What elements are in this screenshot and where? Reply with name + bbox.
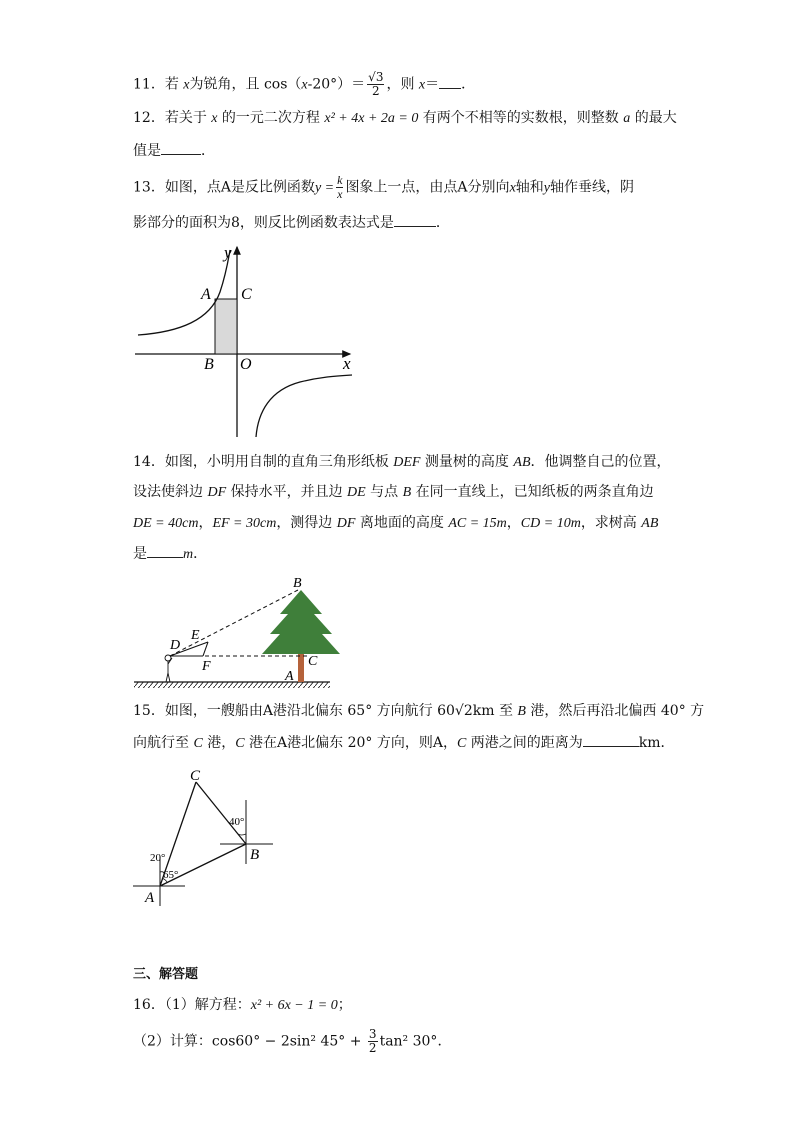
question-16-part2 [133,1028,451,1055]
q14-unit: m [183,547,194,562]
question-13-line1 [133,174,634,201]
question-13-line2 [133,212,450,233]
q11-number: 11． [133,76,165,93]
label-A: A [285,669,294,684]
label-C: C [241,286,252,303]
question-16-part1 [133,995,352,1016]
q16-fraction-num: 3 [368,1027,377,1041]
question-14-line3 [133,513,658,534]
q12-var-a: a [623,111,631,126]
q12-text: 有两个不相等的实数根，则整数 [418,110,624,126]
label-E: E [191,628,200,643]
q11-var-x: x [418,77,426,93]
label-A: A [145,890,155,906]
q12-equation: x² + 4x + 2a = 0 [324,111,419,126]
q16-text: 16．（1）解方程： [133,997,251,1013]
label-O: O [240,356,252,373]
label-B: B [204,356,214,373]
q12-text: 的一元二次方程 [217,110,325,126]
label-x: x [343,354,351,373]
label-A: A [201,286,211,303]
q14-var: AB [641,516,659,531]
q14-var: DF [207,485,227,500]
hyperbola-branch-right [256,375,352,437]
q16-expression: cos60° − 2sin² 45° + [211,1033,366,1050]
q15-var: C [235,736,245,751]
q16-text: ． [437,1033,452,1050]
q14-text: ． [193,546,208,562]
q14-var: DE [347,485,366,500]
label-B: B [293,576,302,591]
q11-fraction [367,71,384,98]
angle-arc-40 [238,834,246,835]
q12-text: 值是 [133,143,161,159]
label-y: y [224,243,232,262]
q15-text: 港，然后再沿北偏西 40° 方 [525,703,705,719]
q13-text: 图象上一点，由点A分别向 [345,179,510,196]
label-C: C [308,654,318,669]
q15-answer-blank[interactable] [583,732,639,747]
q13-func-y: y = [314,180,335,196]
q15-number: 60 [437,703,455,719]
label-F: F [202,659,211,674]
q13-fraction [336,174,343,201]
q13-text: 轴作垂线，阴 [550,179,634,196]
q15-text: 港在A港北偏东 20° 方向，则A [244,735,443,751]
q14-text: ．他调整自己的位置， [530,454,671,470]
q11-var-x: x [183,77,190,93]
person-figure [165,655,172,682]
angle-40-label: 40° [229,816,245,828]
q14-var: DF [336,516,356,531]
q13-var-x: x [509,180,516,196]
q13-answer-blank[interactable] [394,212,436,227]
q14-eq: AC = 15m [448,516,507,531]
q14-text: 离地面的高度 [355,515,449,531]
q16-text: （2）计算： [133,1033,212,1050]
q16-fraction [368,1028,378,1055]
q11-fraction-den: 2 [371,84,380,98]
q11-text: ，则 [386,76,419,93]
q15-text: 两港之间的距离为 [466,735,583,751]
ground-hatch [134,682,330,688]
q14-text: ，测得边 [276,515,337,531]
q16-text: ； [337,997,352,1013]
q11-text: ． [461,76,476,93]
q14-answer-blank[interactable] [147,543,183,558]
q11-text: 若 [164,76,184,93]
q14-text: ， [198,515,213,531]
q15-text: 向航行至 [133,735,194,751]
q14-eq: EF = 30cm [212,516,277,531]
section-title: 三、解答题 [133,967,199,982]
q13-text: 影部分的面积为8，则反比例函数表达式是 [133,215,394,231]
tree-crown [262,590,340,654]
question-14-line1 [133,452,671,473]
q12-answer-blank[interactable] [161,140,201,155]
question-12-line2 [133,140,215,161]
q13-fraction-den: x [337,187,343,201]
q15-sqrt: √2 [454,703,473,719]
question-14-line4 [133,543,207,565]
q13-var-y: y [543,180,550,196]
q14-text: 保持水平，并且边 [226,484,348,500]
q14-eq: CD = 10m [520,516,581,531]
q14-text: 在同一直线上，已知纸板的两条直角边 [411,484,654,500]
q11-text: -20°）＝ [307,76,366,93]
question-15-line1 [133,701,704,722]
q14-text: 14．如图，小明用自制的直角三角形纸板 [133,454,394,470]
q15-var: C [193,736,203,751]
q15-var: C [456,736,467,751]
q15-text: km． [638,735,675,751]
q15-text: 港， [202,735,236,751]
label-C: C [190,768,201,784]
q14-text: 设法使斜边 [133,484,208,500]
q15-text: km 至 [472,703,518,719]
question-12-line1 [133,108,677,129]
figure-15-navigation [128,764,288,914]
q11-answer-blank[interactable] [439,74,461,89]
q12-text: 的最大 [630,110,677,126]
angle-20-label: 20° [150,852,166,864]
q14-var: DEF [393,455,421,470]
q13-text: 轴和 [515,179,544,196]
shaded-rectangle [215,299,237,354]
q11-text: ＝ [425,76,440,93]
q14-text: 测量树的高度 [420,454,514,470]
q16-equation: x² + 6x − 1 = 0 [250,998,338,1013]
q12-text: 12．若关于 [133,110,212,126]
q12-text: ． [201,143,215,159]
label-B: B [250,847,260,863]
q14-var: B [402,485,412,500]
q11-fraction-num: √3 [368,70,384,84]
q12-var-x: x [211,111,218,126]
q13-text: 13．如图，点A是反比例函数 [133,179,315,196]
q13-text: ． [435,215,450,231]
question-14-line2 [133,482,654,503]
q14-var: AB [513,455,531,470]
question-11 [133,71,475,98]
q13-fraction-num: k [337,173,343,187]
question-15-line2 [133,732,675,754]
figure-13-hyperbola [130,242,360,442]
angle-65-label: 65° [163,869,179,881]
q15-var: B [517,704,526,719]
figure-14-tree-measurement [130,572,340,692]
q14-eq: DE = 40cm [133,516,199,531]
q11-var-x: x [301,77,308,93]
label-D: D [170,638,181,653]
q14-text: ， [506,515,521,531]
q14-text: ，求树高 [580,515,642,531]
q15-text: 15．如图，一艘船由A港沿北偏东 65° 方向航行 [133,703,438,719]
q14-text: 与点 [365,484,403,500]
q15-text: ， [442,735,457,751]
q14-text: 是 [133,546,147,562]
q16-fraction-den: 2 [368,1041,377,1055]
q11-text: 为锐角，且 cos（ [189,76,302,93]
q16-expression: tan² 30° [379,1033,438,1050]
